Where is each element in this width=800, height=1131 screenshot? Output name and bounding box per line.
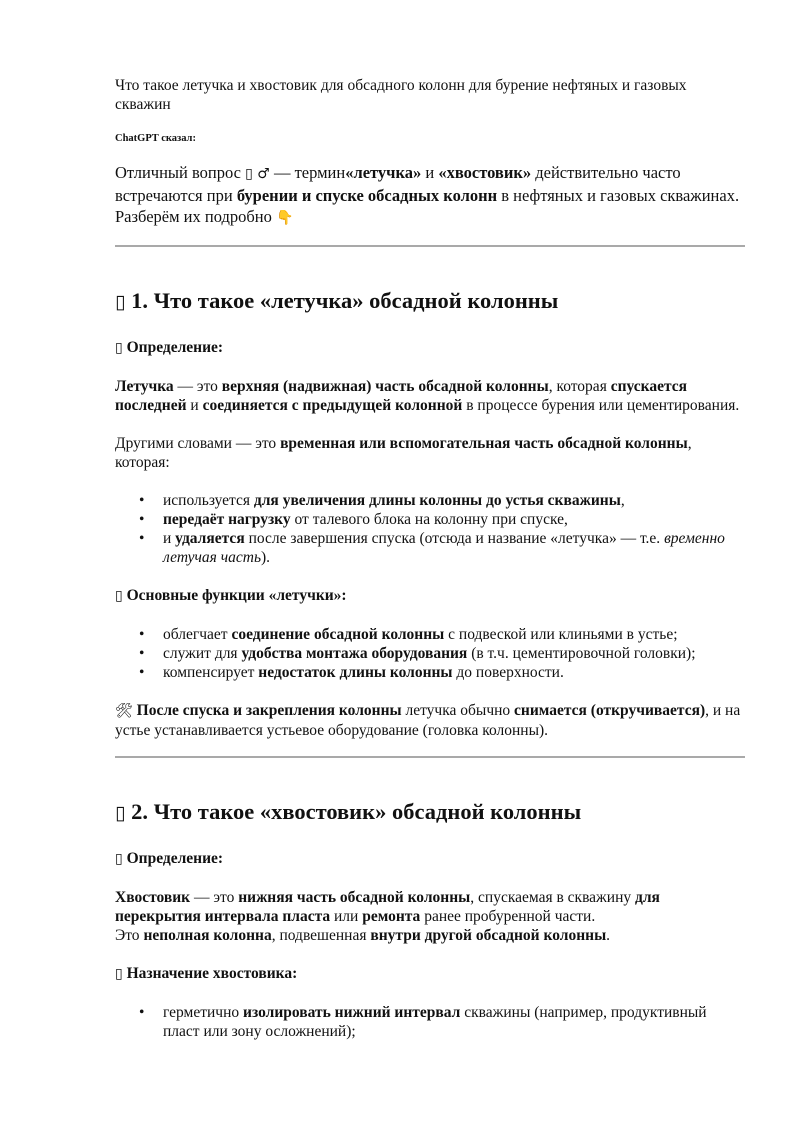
pointing-down-icon: 👇	[275, 210, 294, 226]
section-1-heading: ▯ 1. Что такое «летучка» обсадной колонны	[115, 288, 559, 313]
document-page	[115, 76, 745, 1041]
user-question: Что такое летучка и хвостовик для обсадного колонн для бурение нефтяных и газовых скважин	[115, 77, 687, 113]
purpose-label: ▯ Назначение хвостовика:	[115, 965, 298, 982]
functions-icon: ▯	[115, 588, 123, 604]
other-words-paragraph: Другими словами — это временная или вспомогательная часть обсадной колонны, которая:	[115, 435, 692, 471]
male-sign-icon: ♂	[252, 166, 270, 182]
list-item: • герметично изолировать нижний интервал скважины (например, продуктивный пласт или зону осложнений);	[139, 1004, 707, 1040]
khvostovik-purpose-list	[115, 1003, 745, 1041]
list-item: • компенсирует недостаток длины колонны до поверхности.	[139, 664, 564, 681]
assistant-label: ChatGPT сказал:	[115, 133, 196, 144]
list-item: • служит для удобства монтажа оборудования (в т.ч. цементировочной головки);	[139, 645, 696, 662]
letuchka-functions-list	[115, 625, 745, 682]
section-icon: ▯	[115, 802, 126, 824]
definition-label: ▯ Определение:	[115, 339, 224, 356]
intro-paragraph: Отличный вопрос ▯ ♂ — термин«летучка» и «хвостовик» действительно часто встречаются при бурении и спуске обсадных колонн в нефтяных и газовых скважинах. Разберём их подробно 👇	[115, 163, 740, 226]
divider	[115, 756, 745, 758]
list-item: • облегчает соединение обсадной колонны с подвеской или клиньями в устье;	[139, 626, 678, 643]
missing-glyph-icon: ▯	[245, 166, 253, 182]
divider	[115, 245, 745, 247]
definition-icon: ▯	[115, 851, 123, 867]
after-install-paragraph: 🛠 После спуска и закрепления колонны летучка обычно снимается (откручивается), и на устье устанавливается устьевое оборудование (головка колонны).	[115, 702, 741, 739]
definition-icon: ▯	[115, 340, 123, 356]
purpose-icon: ▯	[115, 966, 123, 982]
list-item: • передаёт нагрузку от талевого блока на колонну при спуске,	[139, 511, 568, 528]
section-2-heading: ▯ 2. Что такое «хвостовик» обсадной колонны	[115, 799, 582, 824]
definition-paragraph: Летучка — это верхняя (надвижная) часть обсадной колонны, которая спускается последней и соединяется с предыдущей колонной в процессе бурения или цементирования.	[115, 378, 740, 414]
definition-paragraph: Хвостовик — это нижняя часть обсадной колонны, спускаемая в скважину для перекрытия интервала пласта или ремонта ранее пробуренной части. Это неполная колонна, подвешенная внутри другой обсадной колонны.	[115, 889, 660, 944]
section-icon: ▯	[115, 291, 126, 313]
list-item: • и удаляется после завершения спуска (отсюда и название «летучка» — т.е. временно летучая часть).	[139, 530, 725, 566]
definition-label: ▯ Определение:	[115, 850, 224, 867]
functions-label: ▯ Основные функции «летучки»:	[115, 587, 347, 604]
letuchka-uses-list	[115, 491, 745, 567]
list-item: • используется для увеличения длины колонны до устья скважины,	[139, 492, 625, 509]
tools-icon: 🛠	[115, 703, 133, 719]
